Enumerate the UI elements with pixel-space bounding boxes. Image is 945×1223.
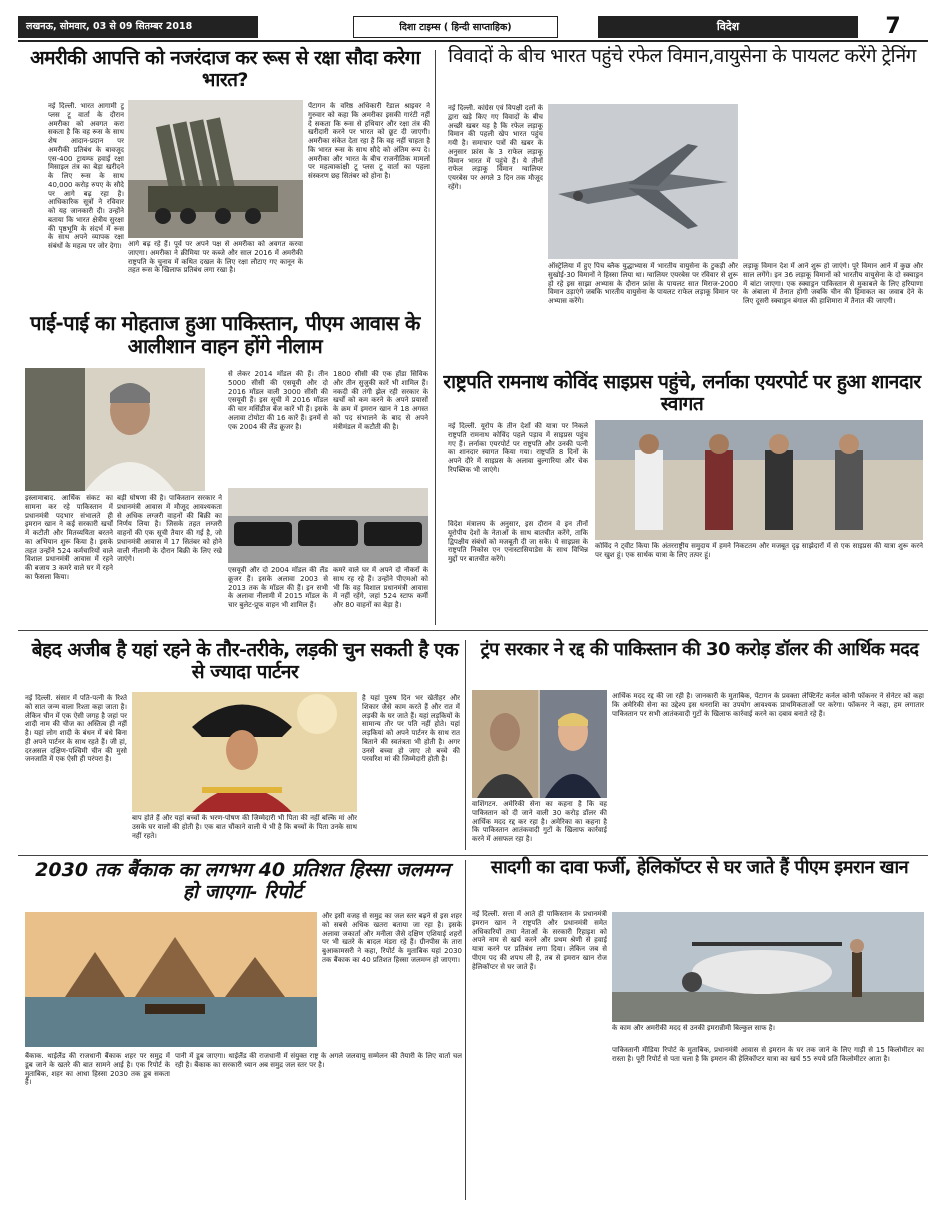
headline-bangkok: 2030 तक बैंकाक का लगभग 40 प्रतिशत हिस्सा जलमग्न हो जाएगा- रिपोर्ट bbox=[35, 859, 450, 903]
article-body: कमरे वाले घर में अपने दो नौकरों के साथ रह रहे हैं। उन्होंने पीएमओ को भी कि वह विशाल प्रधानमंत्री आवास में नहीं रहेंगे, जहां 524 स्टाफ कर्मी और 80 वाहनों का बेड़ा है। bbox=[333, 566, 428, 609]
article-body: नई दिल्ली. कांग्रेस एवं विपक्षी दलों के द्वारा खड़े किए गए विवादों के बीच अच्छी खबर यह है कि रफेल लड़ाकू विमान की पहली खेप भारत पहुंच गयी है। समाचार पत्रों की खबर के अनुसार फ्रांस के 3 राफेल लड़ाकू विमान भारत में पहुंचे हैं। ये तीनों राफेल लड़ाकू विमान ग्वालियर एयरबेस पर अगले 3 दिन तक मौजूद रहेंगे। bbox=[448, 104, 543, 191]
jet-photo bbox=[548, 104, 738, 259]
photo-caption: वाशिंगटन. अमेरिकी सेना का कहना है कि वह पाकिस्तान को दी जाने वाली 30 करोड़ डॉलर की आर्थिक मदद रद्द कर रहा है। अमेरिका का कहना है कि पाकिस्तान आतंकवादी गुटों के खिलाफ कार्रवाई करने में असफल रहा है। bbox=[472, 800, 607, 843]
headline-trump-aid: ट्रंप सरकार ने रद्द की पाकिस्तान की 30 करोड़ डॉलर की आर्थिक मदद bbox=[480, 639, 919, 660]
headline-kovind: राष्ट्रपति रामनाथ कोविंद साइप्रस पहुंचे, लर्नाका एयरपोर्ट पर हुआ शानदार स्वागत bbox=[443, 371, 921, 415]
section-divider bbox=[18, 855, 928, 856]
helicopter-photo bbox=[612, 912, 924, 1022]
article-body: लड़ाकू विमान देश में आने शुरू हो जाएंगे। पूरे विमान आने में कुछ और साल लगेंगे। इन 36 लड़ाकू विमानों को भारतीय वायुसेना के दो स्क्वाड्रन में बांटा जाएगा। एक स्क्वाड्रन पाकिस्तान से मुकाबले के लिए हरियाणा के अंबाला में तैनात होगी जबकि चीन की हिमाकत का जवाब देने के लिए दूसरी स्क्वाड्रन बंगाल की हाशिमारा में तैनात की जाएगी। bbox=[743, 262, 923, 305]
article-body: इस्लामाबाद. आर्थिक संकट का सामना कर रहे पाकिस्तान में प्रधानमंत्री पदभार संभालते ही इमरान खान ने कई सरकारी खर्चों में कटौती और मितव्ययिता बरतने का अभियान शुरू किया है। इसके तहत उन्होंने 524 कर्मचारियों वाले विशाल प्रधानमंत्री आवास में रहने की बजाय 3 कमरे वाले घर में रहने का फैसला किया। bbox=[25, 494, 113, 581]
photo-caption: बैंकाक. थाईलैंड की राजधानी बैंकाक शहर पर समुद्र में डूब जाने के खतरे की बात सामने आई है। एक रिपोर्ट के मुताबिक, शहर का आधा हिस्सा 2030 तक डूब सकता है। bbox=[25, 1052, 170, 1087]
article-body: ऑस्ट्रेलिया में हुए पिच ब्लैक युद्धाभ्यास में भारतीय वायुसेना के टुकड़ी और सुखोई-30 विमानों ने हिस्सा लिया था। ग्वालियर एयरबेस पर रविवार से शुरू हो रहे इस साझा अभ्यास के दौरान फ्रांस के पायलट सात मिराज-2000 विमान उड़ाएंगे जबकि भारतीय वायुसेना के पायलट राफेल लड़ाकू विमान पर अभ्यास करेंगे। bbox=[548, 262, 738, 305]
section-divider bbox=[18, 630, 928, 631]
article-body: नई दिल्ली. भारत आगामी टू प्लस टू वार्ता के दौरान अमरीका को अवगत करा सकता है कि वह रूस के साथ शेष आदान-प्रदान पर अमरीकी प्रतिबंध के बावजूद एस-400 ट्रायम्फ हवाई रक्षा मिसाइल तंत्र का बेड़ा खरीदने के लिए रूस के साथ 40,000 करोड़ रुपए के सौदे पर आगे बढ़ रहा है। आधिकारिक सूत्रों ने रविवार को यह जानकारी दी। उन्होंने बताया कि भारत क्षेत्रीय सुरक्षा की पृष्ठभूमि के संदर्भ में रूस के साथ अपने व्यापक रक्षा संबंधों के महत्व पर जोर देगा। bbox=[48, 102, 124, 250]
photo-caption: आगे बढ़ रहे हैं। पूर्व पर अपने पक्ष से अमरीका को अवगत करवा जाएगा। अमरीका ने क्रीमिया पर कब्जे और साल 2016 में अमरीकी राष्ट्रपति के चुनाव में कथित दखल के लिए रक्षा लौटाए गए कानून के तहत रूस के खिलाफ प्रतिबंध लगा रखा है। bbox=[128, 240, 303, 275]
headline-imran-helicopter: सादगी का दावा फर्जी, हेलिकॉप्टर से घर जाते हैं पीएम इमरान खान bbox=[490, 857, 909, 878]
article-body: पेंटागन के वरिष्ठ अधिकारी रेंडाल श्राइवर ने गुरुवार को कहा कि अमरीका इसकी गारंटी नहीं दे सकता कि रूस से हथियार और रक्षा तंत्र की खरीदारी करने पर भारत को छूट दी जाएगी। अमरीका संकेत देता रहा है कि वह नहीं चाहता है कि भारत रूस के साथ सौदे को अंतिम रूप दे। अमरीका और भारत के बीच राजनीतिक मामलों पर महत्वाकांक्षी टू प्लस टू वार्ता का पहला संस्करण छह सितंबर को होना है। bbox=[308, 102, 430, 180]
photo-caption: के काम और अमरीकी मदद से उनकी इमरान्रीमी बिल्कुल साफ है। bbox=[612, 1024, 776, 1032]
section-name: विदेश bbox=[598, 16, 858, 38]
imran-khan-photo bbox=[25, 368, 205, 491]
article-body: नई दिल्ली. सत्ता में आते ही पाकिस्तान के प्रधानमंत्री इमरान खान ने राष्ट्रपति और प्रधानमंत्री समेत अधिकारियों तथा नेताओं के सरकारी रिहाइश को अपने नाम से खर्च करने और प्रथम श्रेणी से हवाई यात्रा करने पर प्रतिबंध लगा दिया। लेकिन जब से पीएम पद की शपथ ली है, तब से इमरान खान रोज हेलिकॉप्टर से घर जाते हैं। bbox=[472, 910, 607, 971]
bangkok-temple-photo bbox=[25, 912, 317, 1047]
photo-caption: कोविंद ने ट्वीट किया कि अंतरराष्ट्रीय समुदाय में हमने निकटतम और मजबूत दृढ़ साझेदारों में से एक साइप्रस की यात्रा शुरू करने पर खुश हूं। एक सार्थक यात्रा के लिए तत्पर हूं। bbox=[595, 542, 923, 559]
photo-caption: बाप होते हैं और यहां बच्चों के भरण-पोषण की जिम्मेदारी भी पिता की नहीं बल्कि मां और उसके घर वालों की होती है। एक बात चौंकाने वाली ये भी है कि बच्चों के पिता उनके साथ नहीं रहते। bbox=[132, 814, 357, 840]
masthead-rule bbox=[18, 40, 928, 42]
headline-china-tribe: बेहद अजीब है यहां रहने के तौर-तरीके, लड़की चुन सकती है एक से ज्यादा पार्टनर bbox=[31, 639, 459, 683]
column-divider bbox=[435, 50, 436, 625]
article-body: नई दिल्ली. संसार में पति-पत्नी के रिश्ते को सात जन्म वाला रिश्ता कहा जाता है। लेकिन चीन में एक ऐसी जगह है जहां पर शादी नाम की चीज का अस्तित्व ही नहीं है। यहां लोग शादी के बंधन में बंधे बिना ही अपने पार्टनर के साथ रहते हैं। जी हां, दरअसल दक्षिण-पश्चिमी चीन की मुसो जनजाति में एक ऐसी ही परंपरा है। bbox=[25, 694, 127, 764]
article-body: पानी में डूब जाएगा। थाईलैंड की राजधानी में संयुक्त राष्ट्र के अगले जलवायु सम्मेलन की तैयारी के लिए वार्ता चल रही है। बैंकाक का सरकारी ध्यान अब समुद्र जल स्तर पर है। bbox=[175, 1052, 462, 1069]
article-body: और इसी वजह से समुद्र का जल स्तर बढ़ने से इस शहर को सबसे अधिक खतरा बताया जा रहा है। इसके अलावा जकार्ता और मनीला जैसे दक्षिण एशियाई शहरों पर भी खतरे के बादल मंडरा रहे हैं। ग्रीनपीस के तारा बुआकामसरी ने कहा, रिपोर्ट के मुताबिक यहां 2030 तक बैंकाक का 40 प्रतिशत हिस्सा जलमग्न हो जाएगा। bbox=[322, 912, 462, 964]
article-body: एसयूवी और दो 2004 मॉडल की लैंड क्रूजर हैं। इसके अलावा 2003 से 2013 तक के मॉडल की हैं। इन सभी के अलावा नीलामी में 2015 मॉडल के चार बुलेट-प्रूफ वाहन भी शामिल हैं। bbox=[228, 566, 328, 609]
cars-photo bbox=[228, 488, 428, 563]
article-body: से लेकर 2014 मॉडल की हैं। तीन 5000 सीसी की एसयूवी और दो 2016 मॉडल वाली 3000 सीसी की एसयूवी हैं। इस सूची में 2016 मॉडल की चार मर्सिडीज बेंज कारें भी हैं। इसके अलावा टोयोटा की 16 कारें हैं। इनमें से एक 2004 की लैंड क्रूजर है। bbox=[228, 370, 328, 431]
column-divider bbox=[465, 640, 466, 850]
article-body: है यहां पुरुष दिन भर खेतीहर और शिकार जैसे काम करते हैं और रात में लड़की के घर जाते हैं। यहां लड़कियों के सामान्य तौर पर पति नहीं होते। यहां लड़कियां को अपने पार्टनर के साथ रात बिताने की स्वतंत्रता भी होती है। अगर उनसे बच्चा हो जाए तो बच्चे की परवरिश मां की जिम्मेदारी होती है। bbox=[362, 694, 460, 764]
article-body: नई दिल्ली. यूरोप के तीन देशों की यात्रा पर निकले राष्ट्रपति रामनाथ कोविंद पहले पड़ाव में साइप्रस पहुंच गए हैं। लर्नाका एयरपोर्ट पर राष्ट्रपति और उनकी पत्नी का शानदार स्वागत किया गया। राष्ट्रपति 8 दिनों के अपने दौरे में साइप्रस के अलावा बुल्गारिया और चेक रिपब्लिक भी जाएंगे। bbox=[448, 422, 588, 474]
headline-rafale: विवादों के बीच भारत पहुंचे रफेल विमान,वायुसेना के पायलट करेंगे ट्रेनिंग bbox=[448, 45, 916, 67]
date-line: लखनऊ, सोमवार, 03 से 09 सितम्बर 2018 bbox=[18, 16, 258, 38]
article-body: पाकिस्तानी मीडिया रिपोर्ट के मुताबिक, प्रधानमंत्री आवास से इमरान के घर तक जाने के लिए गाड़ी से 15 किलोमीटर का रास्ता है। पूरी रिपोर्ट से पता चला है कि इमरान की हेलिकॉप्टर यात्रा का खर्च 55 रुपये प्रति किलोमीटर आता है। bbox=[612, 1046, 924, 1063]
headline-imran-auction: पाई-पाई का मोहताज हुआ पाकिस्तान, पीएम आवास के आलीशान वाहन होंगे नीलाम bbox=[30, 311, 420, 358]
headline-russia: अमरीकी आपत्ति को नजरंदाज कर रूस से रक्षा सौदा करेगा भारत? bbox=[30, 47, 420, 91]
tribe-woman-photo bbox=[132, 692, 357, 812]
masthead bbox=[18, 16, 928, 38]
missile-photo bbox=[128, 100, 303, 238]
article-body: विदेश मंत्रालय के अनुसार, इस दौरान वे इन तीनों यूरोपीय देशों के नेताओं के साथ बातचीत करेंगे, ताकि द्विपक्षीय संबंधों को मजबूती दी जा सके। ये साइप्रस के राष्ट्रपति निकोस एन एनास्टासियाडेस के साथ विभिन्न मुद्दों पर बातचीत करेंगे। bbox=[448, 520, 588, 563]
article-body: बड़ी घोषणा की है। पाकिस्तान सरकार ने प्रधानमंत्री आवास में मौजूद आवश्यकता से अधिक लग्जरी वाहनों की बिक्री का निर्णय लिया है। जिसके तहत लग्जरी वाहनों की एक सूची तैयार की गई है, जो प्रधानमंत्री आवास में 17 सितंबर को होने वाली नीलामी के दौरान बिक्री के लिए रखे जाएंगे। bbox=[117, 494, 222, 564]
kovind-photo bbox=[595, 420, 923, 540]
page-number: 7 bbox=[885, 14, 901, 39]
article-body: आर्थिक मदद रद्द की जा रही है। जानकारी के मुताबिक, पेंटागन के प्रवक्ता लेफ्टिनेंट कर्नल कोनी फॉकनर ने सेनेटर को कहा कि अमेरिकी सेना का उद्देश्य इस धनराशि का उपयोग आवश्यक प्राथमिकताओं पर करेगा। फॉकनर ने कहा, हम लगातार पाकिस्तान पर सभी आतंकवादी गुटों के खिलाफ कार्रवाई करने का दबाव बनाते रहे हैं। bbox=[612, 692, 924, 718]
column-divider bbox=[465, 860, 466, 1200]
imran-trump-photo bbox=[472, 690, 607, 798]
article-body: 1800 सीसी की एक होंडा सिविक और तीन सुजुकी कारें भी शामिल हैं। नकदी की तंगी झेल रही सरकार के खर्चों को कम करने के अपने प्रयासों के क्रम में इमरान खान ने 18 अगस्त को पद संभालने के बाद से अपने मंत्रीमंडल में कटौती की है। bbox=[333, 370, 428, 431]
paper-name: दिशा टाइम्स ( हिन्दी साप्ताहिक) bbox=[353, 16, 558, 38]
